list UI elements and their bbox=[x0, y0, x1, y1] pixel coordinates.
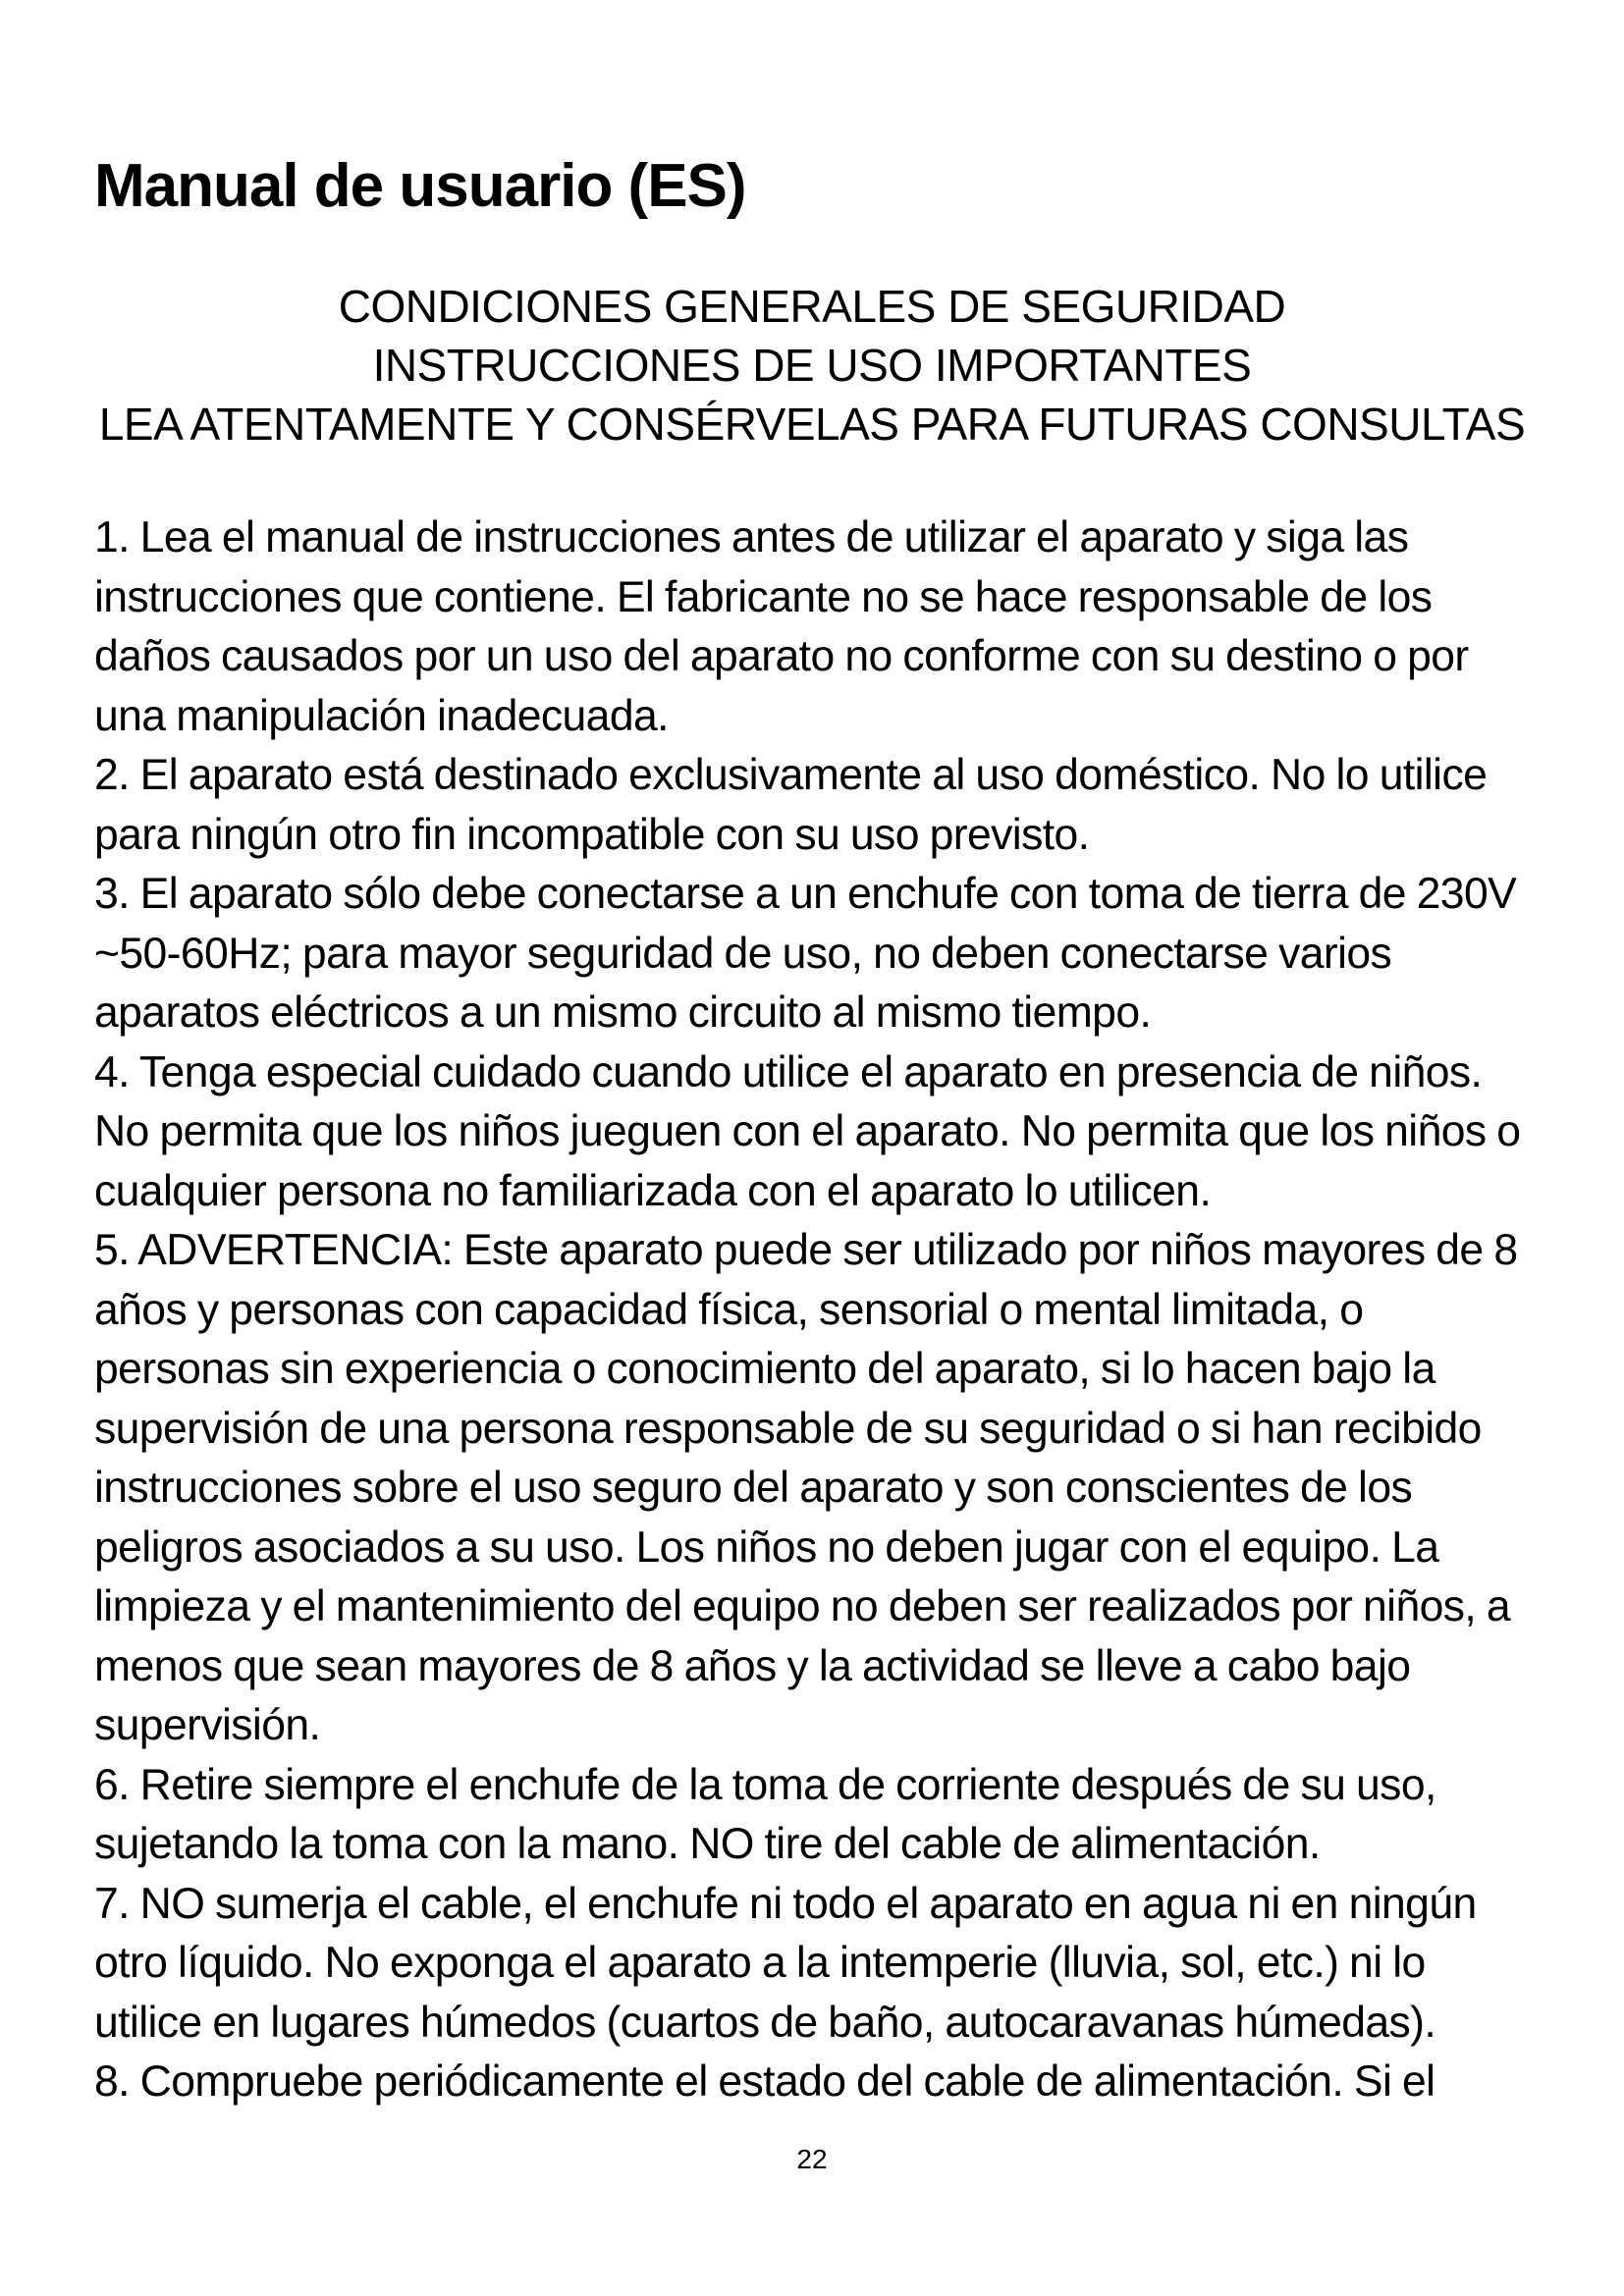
instructions-list bbox=[94, 508, 1530, 2112]
instruction-item-5: 5. ADVERTENCIA: Este aparato puede ser utilizado por niños mayores de 8 años y personas con capacidad física, sensorial o mental limitada, o personas sin experiencia o conocimiento del aparato, si lo hacen bajo la supervisión de una persona responsable de su seguridad o si han recibido instrucciones sobre el uso seguro del aparato y son conscientes de los peligros asociados a su uso. Los niños no deben jugar con el equipo. La limpieza y el mantenimiento del equipo no deben ser realizados por niños, a menos que sean mayores de 8 años y la actividad se lleve a cabo bajo supervisión. bbox=[94, 1226, 1518, 1749]
instruction-item-8: 8. Compruebe periódicamente el estado del cable de alimentación. Si el bbox=[94, 2057, 1435, 2106]
instruction-item-3: 3. El aparato sólo debe conectarse a un enchufe con toma de tierra de 230V ~50-60Hz; para mayor seguridad de uso, no deben conectarse varios aparatos eléctricos a un mismo circuito al mismo tiempo. bbox=[94, 870, 1517, 1037]
instruction-item-7: 7. NO sumerja el cable, el enchufe ni todo el aparato en agua ni en ningún otro líquido. No exponga el aparato a la intemperie (lluvia, sol, etc.) ni lo utilice en lugares húmedos (cuartos de baño, autocaravanas húmedas). bbox=[94, 1879, 1477, 2047]
instruction-item-1: 1. Lea el manual de instrucciones antes de utilizar el aparato y siga las instrucciones que contiene. El fabricante no se hace responsable de los daños causados por un uso del aparato no conforme con su destino o por una manipulación inadecuada. bbox=[94, 513, 1469, 740]
safety-headings bbox=[94, 277, 1530, 454]
heading-general-safety: CONDICIONES GENERALES DE SEGURIDAD bbox=[338, 281, 1286, 332]
instruction-item-2: 2. El aparato está destinado exclusivamente al uso doméstico. No lo utilice para ningún otro fin incompatible con su uso previsto. bbox=[94, 751, 1488, 859]
heading-read-carefully: LEA ATENTAMENTE Y CONSÉRVELAS PARA FUTURAS CONSULTAS bbox=[98, 399, 1526, 450]
page-title: Manual de usuario (ES) bbox=[94, 152, 746, 220]
heading-important-instructions: INSTRUCCIONES DE USO IMPORTANTES bbox=[372, 340, 1252, 391]
page-number: 22 bbox=[796, 2144, 828, 2174]
instruction-item-6: 6. Retire siempre el enchufe de la toma de corriente después de su uso, sujetando la toma con la mano. NO tire del cable de alimentación. bbox=[94, 1760, 1436, 1868]
instruction-item-4: 4. Tenga especial cuidado cuando utilice el aparato en presencia de niños. No permita que los niños jueguen con el aparato. No permita que los niños o cualquier persona no familiarizada con el aparato lo utilicen. bbox=[94, 1047, 1521, 1215]
